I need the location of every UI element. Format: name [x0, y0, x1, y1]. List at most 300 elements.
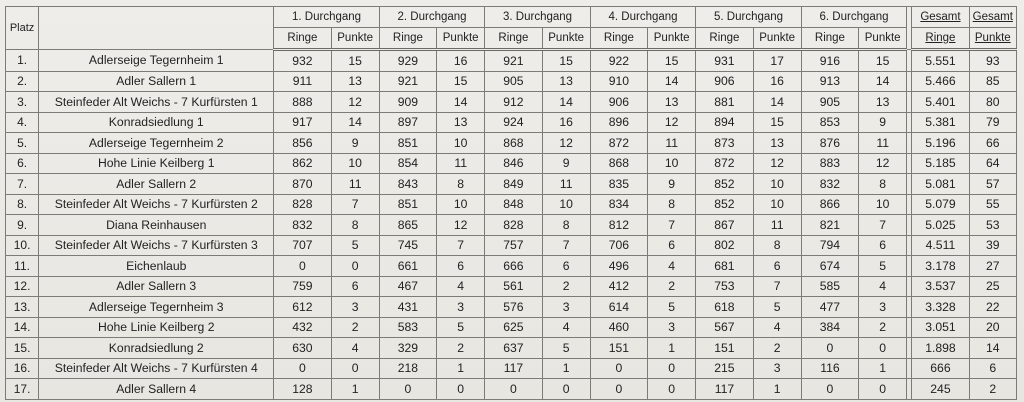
- rank-cell: 4.: [6, 112, 39, 133]
- ringe-cell: 757: [485, 235, 542, 256]
- punkte-cell: 1: [859, 358, 907, 379]
- punkte-cell: 12: [331, 92, 379, 113]
- punkte-cell: 10: [437, 133, 485, 154]
- header-gesamt-punkte-title: Gesamt: [969, 7, 1016, 28]
- total-punkte-cell: 20: [969, 317, 1016, 338]
- punkte-cell: 2: [542, 276, 590, 297]
- ringe-cell: 0: [590, 379, 647, 400]
- ringe-cell: 932: [274, 50, 331, 72]
- punkte-cell: 1: [437, 358, 485, 379]
- total-punkte-cell: 53: [969, 215, 1016, 236]
- total-ringe-cell: 1.898: [912, 338, 969, 359]
- ringe-cell: 828: [485, 215, 542, 236]
- ringe-cell: 905: [801, 92, 858, 113]
- punkte-cell: 1: [648, 338, 696, 359]
- table-row: [6, 133, 1017, 154]
- ringe-cell: 856: [274, 133, 331, 154]
- punkte-cell: 5: [648, 297, 696, 318]
- punkte-cell: 17: [753, 50, 801, 72]
- punkte-cell: 11: [542, 174, 590, 195]
- ringe-cell: 666: [485, 256, 542, 277]
- team-name-cell: Adlerseige Tegernheim 3: [39, 297, 274, 318]
- ringe-cell: 906: [590, 92, 647, 113]
- ringe-cell: 851: [379, 194, 436, 215]
- punkte-cell: 10: [753, 174, 801, 195]
- punkte-cell: 6: [542, 256, 590, 277]
- punkte-cell: 3: [437, 297, 485, 318]
- total-ringe-cell: 5.185: [912, 153, 969, 174]
- ringe-cell: 921: [379, 71, 436, 92]
- ringe-cell: 567: [696, 317, 753, 338]
- total-ringe-cell: 5.551: [912, 50, 969, 72]
- ringe-cell: 853: [801, 112, 858, 133]
- header-round-1: 1. Durchgang: [274, 7, 380, 28]
- total-punkte-cell: 64: [969, 153, 1016, 174]
- punkte-cell: 13: [648, 92, 696, 113]
- punkte-cell: 0: [542, 379, 590, 400]
- ringe-cell: 0: [801, 338, 858, 359]
- total-ringe-cell: 5.196: [912, 133, 969, 154]
- ringe-cell: 883: [801, 153, 858, 174]
- punkte-cell: 4: [648, 256, 696, 277]
- ringe-cell: 432: [274, 317, 331, 338]
- ringe-cell: 931: [696, 50, 753, 72]
- punkte-cell: 10: [331, 153, 379, 174]
- total-ringe-cell: 245: [912, 379, 969, 400]
- results-table: [5, 6, 1017, 400]
- total-ringe-cell: 3.537: [912, 276, 969, 297]
- ringe-cell: 897: [379, 112, 436, 133]
- punkte-cell: 12: [648, 112, 696, 133]
- ringe-cell: 921: [485, 50, 542, 72]
- table-row: [6, 235, 1017, 256]
- ringe-cell: 848: [485, 194, 542, 215]
- total-ringe-cell: 3.328: [912, 297, 969, 318]
- ringe-cell: 867: [696, 215, 753, 236]
- header-punkte: Punkte: [437, 28, 485, 50]
- punkte-cell: 3: [542, 297, 590, 318]
- ringe-cell: 618: [696, 297, 753, 318]
- rank-cell: 6.: [6, 153, 39, 174]
- table-row: [6, 71, 1017, 92]
- ringe-cell: 846: [485, 153, 542, 174]
- punkte-cell: 12: [542, 133, 590, 154]
- punkte-cell: 2: [859, 317, 907, 338]
- ringe-cell: 585: [801, 276, 858, 297]
- ringe-cell: 707: [274, 235, 331, 256]
- rank-cell: 13.: [6, 297, 39, 318]
- ringe-cell: 0: [274, 358, 331, 379]
- ringe-cell: 849: [485, 174, 542, 195]
- ringe-cell: 0: [485, 379, 542, 400]
- table-row: [6, 194, 1017, 215]
- ringe-cell: 431: [379, 297, 436, 318]
- punkte-cell: 8: [437, 174, 485, 195]
- ringe-cell: 614: [590, 297, 647, 318]
- punkte-cell: 16: [542, 112, 590, 133]
- punkte-cell: 5: [331, 235, 379, 256]
- ringe-cell: 759: [274, 276, 331, 297]
- total-ringe-cell: 5.381: [912, 112, 969, 133]
- ringe-cell: 467: [379, 276, 436, 297]
- punkte-cell: 12: [437, 215, 485, 236]
- punkte-cell: 8: [859, 174, 907, 195]
- ringe-cell: 865: [379, 215, 436, 236]
- rank-cell: 10.: [6, 235, 39, 256]
- ringe-cell: 117: [696, 379, 753, 400]
- ringe-cell: 868: [485, 133, 542, 154]
- ringe-cell: 852: [696, 174, 753, 195]
- total-punkte-cell: 27: [969, 256, 1016, 277]
- punkte-cell: 9: [542, 153, 590, 174]
- punkte-cell: 2: [437, 338, 485, 359]
- total-punkte-cell: 6: [969, 358, 1016, 379]
- total-ringe-cell: 3.051: [912, 317, 969, 338]
- total-punkte-cell: 79: [969, 112, 1016, 133]
- team-name-cell: Adlerseige Tegernheim 1: [39, 50, 274, 72]
- ringe-cell: 828: [274, 194, 331, 215]
- total-ringe-cell: 3.178: [912, 256, 969, 277]
- table-row: [6, 92, 1017, 113]
- ringe-cell: 834: [590, 194, 647, 215]
- punkte-cell: 3: [648, 317, 696, 338]
- ringe-cell: 913: [801, 71, 858, 92]
- ringe-cell: 911: [274, 71, 331, 92]
- punkte-cell: 3: [859, 297, 907, 318]
- punkte-cell: 14: [542, 92, 590, 113]
- team-name-cell: Adlerseige Tegernheim 2: [39, 133, 274, 154]
- punkte-cell: 6: [437, 256, 485, 277]
- ringe-cell: 794: [801, 235, 858, 256]
- ringe-cell: 912: [485, 92, 542, 113]
- header-ringe: Ringe: [590, 28, 647, 50]
- punkte-cell: 4: [753, 317, 801, 338]
- ringe-cell: 835: [590, 174, 647, 195]
- punkte-cell: 5: [859, 256, 907, 277]
- table-row: [6, 256, 1017, 277]
- ringe-cell: 745: [379, 235, 436, 256]
- table-row: [6, 317, 1017, 338]
- punkte-cell: 4: [542, 317, 590, 338]
- punkte-cell: 14: [753, 92, 801, 113]
- punkte-cell: 4: [437, 276, 485, 297]
- team-name-cell: Eichenlaub: [39, 256, 274, 277]
- total-punkte-cell: 39: [969, 235, 1016, 256]
- ringe-cell: 561: [485, 276, 542, 297]
- ringe-cell: 896: [590, 112, 647, 133]
- header-gesamt-ringe: Ringe: [912, 28, 969, 50]
- team-name-cell: Hohe Linie Keilberg 1: [39, 153, 274, 174]
- ringe-cell: 852: [696, 194, 753, 215]
- rank-cell: 3.: [6, 92, 39, 113]
- punkte-cell: 0: [331, 256, 379, 277]
- ringe-cell: 460: [590, 317, 647, 338]
- punkte-cell: 0: [437, 379, 485, 400]
- punkte-cell: 11: [859, 133, 907, 154]
- ringe-cell: 909: [379, 92, 436, 113]
- header-ringe: Ringe: [801, 28, 858, 50]
- punkte-cell: 7: [331, 194, 379, 215]
- total-ringe-cell: 5.081: [912, 174, 969, 195]
- punkte-cell: 12: [753, 153, 801, 174]
- ringe-cell: 862: [274, 153, 331, 174]
- rank-cell: 7.: [6, 174, 39, 195]
- total-punkte-cell: 93: [969, 50, 1016, 72]
- total-ringe-cell: 4.511: [912, 235, 969, 256]
- punkte-cell: 1: [331, 379, 379, 400]
- punkte-cell: 7: [542, 235, 590, 256]
- punkte-cell: 14: [437, 92, 485, 113]
- team-name-cell: Adler Sallern 4: [39, 379, 274, 400]
- ringe-cell: 873: [696, 133, 753, 154]
- header-punkte: Punkte: [859, 28, 907, 50]
- rank-cell: 9.: [6, 215, 39, 236]
- team-name-cell: Konradsiedlung 1: [39, 112, 274, 133]
- ringe-cell: 412: [590, 276, 647, 297]
- ringe-cell: 215: [696, 358, 753, 379]
- header-team: [39, 7, 274, 50]
- punkte-cell: 15: [753, 112, 801, 133]
- total-ringe-cell: 5.079: [912, 194, 969, 215]
- ringe-cell: 477: [801, 297, 858, 318]
- table-row: [6, 276, 1017, 297]
- punkte-cell: 7: [859, 215, 907, 236]
- ringe-cell: 0: [379, 379, 436, 400]
- ringe-cell: 218: [379, 358, 436, 379]
- ringe-cell: 576: [485, 297, 542, 318]
- punkte-cell: 15: [437, 71, 485, 92]
- header-ringe: Ringe: [485, 28, 542, 50]
- punkte-cell: 9: [331, 133, 379, 154]
- punkte-cell: 3: [331, 297, 379, 318]
- total-punkte-cell: 55: [969, 194, 1016, 215]
- ringe-cell: 929: [379, 50, 436, 72]
- punkte-cell: 16: [437, 50, 485, 72]
- total-ringe-cell: 5.466: [912, 71, 969, 92]
- punkte-cell: 0: [859, 379, 907, 400]
- punkte-cell: 10: [648, 153, 696, 174]
- ringe-cell: 872: [590, 133, 647, 154]
- ringe-cell: 821: [801, 215, 858, 236]
- punkte-cell: 0: [859, 338, 907, 359]
- punkte-cell: 13: [859, 92, 907, 113]
- header-round-4: 4. Durchgang: [590, 7, 696, 28]
- total-punkte-cell: 22: [969, 297, 1016, 318]
- punkte-cell: 14: [648, 71, 696, 92]
- punkte-cell: 13: [331, 71, 379, 92]
- ringe-cell: 681: [696, 256, 753, 277]
- team-name-cell: Adler Sallern 2: [39, 174, 274, 195]
- table-row: [6, 338, 1017, 359]
- punkte-cell: 4: [859, 276, 907, 297]
- ringe-cell: 637: [485, 338, 542, 359]
- ringe-cell: 151: [696, 338, 753, 359]
- punkte-cell: 2: [648, 276, 696, 297]
- ringe-cell: 924: [485, 112, 542, 133]
- rank-cell: 14.: [6, 317, 39, 338]
- header-round-2: 2. Durchgang: [379, 7, 485, 28]
- ringe-cell: 706: [590, 235, 647, 256]
- total-punkte-cell: 66: [969, 133, 1016, 154]
- rank-cell: 16.: [6, 358, 39, 379]
- ringe-cell: 917: [274, 112, 331, 133]
- ringe-cell: 753: [696, 276, 753, 297]
- ringe-cell: 128: [274, 379, 331, 400]
- rank-cell: 8.: [6, 194, 39, 215]
- total-ringe-cell: 5.025: [912, 215, 969, 236]
- ringe-cell: 870: [274, 174, 331, 195]
- header-round-6: 6. Durchgang: [801, 7, 907, 28]
- punkte-cell: 9: [859, 112, 907, 133]
- punkte-cell: 0: [331, 358, 379, 379]
- ringe-cell: 496: [590, 256, 647, 277]
- ringe-cell: 851: [379, 133, 436, 154]
- punkte-cell: 7: [753, 276, 801, 297]
- ringe-cell: 661: [379, 256, 436, 277]
- punkte-cell: 5: [542, 338, 590, 359]
- punkte-cell: 13: [753, 133, 801, 154]
- total-punkte-cell: 57: [969, 174, 1016, 195]
- header-punkte: Punkte: [542, 28, 590, 50]
- total-punkte-cell: 14: [969, 338, 1016, 359]
- punkte-cell: 6: [648, 235, 696, 256]
- punkte-cell: 7: [648, 215, 696, 236]
- total-punkte-cell: 25: [969, 276, 1016, 297]
- punkte-cell: 0: [648, 379, 696, 400]
- table-row: [6, 174, 1017, 195]
- results-body: [6, 50, 1017, 400]
- header-punkte: Punkte: [648, 28, 696, 50]
- punkte-cell: 2: [331, 317, 379, 338]
- punkte-cell: 0: [648, 358, 696, 379]
- punkte-cell: 10: [437, 194, 485, 215]
- table-row: [6, 50, 1017, 72]
- punkte-cell: 6: [331, 276, 379, 297]
- total-punkte-cell: 80: [969, 92, 1016, 113]
- punkte-cell: 6: [859, 235, 907, 256]
- ringe-cell: 384: [801, 317, 858, 338]
- punkte-cell: 16: [753, 71, 801, 92]
- punkte-cell: 15: [542, 50, 590, 72]
- table-row: [6, 297, 1017, 318]
- ringe-cell: 916: [801, 50, 858, 72]
- punkte-cell: 2: [753, 338, 801, 359]
- team-name-cell: Steinfeder Alt Weichs - 7 Kurfürsten 3: [39, 235, 274, 256]
- ringe-cell: 802: [696, 235, 753, 256]
- punkte-cell: 9: [648, 174, 696, 195]
- ringe-cell: 905: [485, 71, 542, 92]
- ringe-cell: 0: [590, 358, 647, 379]
- ringe-cell: 872: [696, 153, 753, 174]
- header-gesamt-ringe-title: Gesamt: [912, 7, 969, 28]
- ringe-cell: 151: [590, 338, 647, 359]
- punkte-cell: 1: [753, 379, 801, 400]
- team-name-cell: Steinfeder Alt Weichs - 7 Kurfürsten 4: [39, 358, 274, 379]
- team-name-cell: Adler Sallern 3: [39, 276, 274, 297]
- table-row: [6, 379, 1017, 400]
- punkte-cell: 13: [437, 112, 485, 133]
- punkte-cell: 10: [753, 194, 801, 215]
- punkte-cell: 15: [648, 50, 696, 72]
- punkte-cell: 7: [437, 235, 485, 256]
- punkte-cell: 5: [753, 297, 801, 318]
- ringe-cell: 630: [274, 338, 331, 359]
- total-ringe-cell: 666: [912, 358, 969, 379]
- ringe-cell: 910: [590, 71, 647, 92]
- team-name-cell: Steinfeder Alt Weichs - 7 Kurfürsten 1: [39, 92, 274, 113]
- team-name-cell: Hohe Linie Keilberg 2: [39, 317, 274, 338]
- ringe-cell: 832: [274, 215, 331, 236]
- ringe-cell: 888: [274, 92, 331, 113]
- ringe-cell: 0: [801, 379, 858, 400]
- ringe-cell: 881: [696, 92, 753, 113]
- punkte-cell: 5: [437, 317, 485, 338]
- punkte-cell: 15: [331, 50, 379, 72]
- ringe-cell: 894: [696, 112, 753, 133]
- punkte-cell: 14: [859, 71, 907, 92]
- ringe-cell: 868: [590, 153, 647, 174]
- header-punkte: Punkte: [753, 28, 801, 50]
- ringe-cell: 674: [801, 256, 858, 277]
- ringe-cell: 116: [801, 358, 858, 379]
- header-ringe: Ringe: [274, 28, 331, 50]
- team-name-cell: Adler Sallern 1: [39, 71, 274, 92]
- table-row: [6, 358, 1017, 379]
- ringe-cell: 906: [696, 71, 753, 92]
- ringe-cell: 866: [801, 194, 858, 215]
- ringe-cell: 583: [379, 317, 436, 338]
- ringe-cell: 876: [801, 133, 858, 154]
- rank-cell: 15.: [6, 338, 39, 359]
- ringe-cell: 625: [485, 317, 542, 338]
- punkte-cell: 14: [331, 112, 379, 133]
- header-platz: Platz: [6, 7, 39, 50]
- rank-cell: 5.: [6, 133, 39, 154]
- header-punkte: Punkte: [331, 28, 379, 50]
- punkte-cell: 10: [859, 194, 907, 215]
- punkte-cell: 11: [437, 153, 485, 174]
- punkte-cell: 12: [859, 153, 907, 174]
- rank-cell: 1.: [6, 50, 39, 72]
- table-row: [6, 112, 1017, 133]
- punkte-cell: 1: [542, 358, 590, 379]
- punkte-cell: 3: [753, 358, 801, 379]
- punkte-cell: 4: [331, 338, 379, 359]
- punkte-cell: 13: [542, 71, 590, 92]
- rank-cell: 11.: [6, 256, 39, 277]
- punkte-cell: 15: [859, 50, 907, 72]
- header-gesamt-punkte: Punkte: [969, 28, 1016, 50]
- punkte-cell: 8: [648, 194, 696, 215]
- ringe-cell: 854: [379, 153, 436, 174]
- punkte-cell: 10: [542, 194, 590, 215]
- ringe-cell: 922: [590, 50, 647, 72]
- punkte-cell: 6: [753, 256, 801, 277]
- total-punkte-cell: 85: [969, 71, 1016, 92]
- punkte-cell: 11: [753, 215, 801, 236]
- punkte-cell: 8: [753, 235, 801, 256]
- header-ringe: Ringe: [379, 28, 436, 50]
- rank-cell: 17.: [6, 379, 39, 400]
- ringe-cell: 843: [379, 174, 436, 195]
- ringe-cell: 612: [274, 297, 331, 318]
- ringe-cell: 0: [274, 256, 331, 277]
- punkte-cell: 8: [542, 215, 590, 236]
- total-punkte-cell: 2: [969, 379, 1016, 400]
- team-name-cell: Konradsiedlung 2: [39, 338, 274, 359]
- team-name-cell: Steinfeder Alt Weichs - 7 Kurfürsten 2: [39, 194, 274, 215]
- ringe-cell: 117: [485, 358, 542, 379]
